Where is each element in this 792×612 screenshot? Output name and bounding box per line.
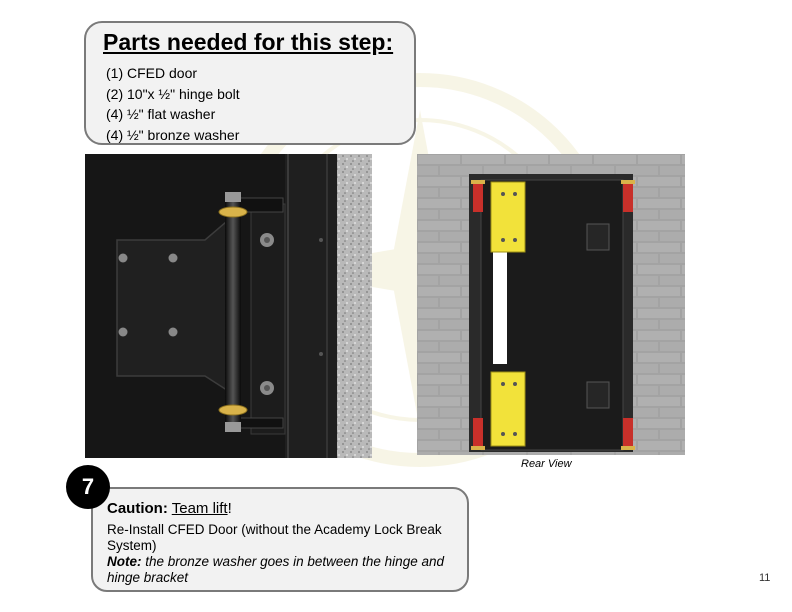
part-item: (4) ½" bronze washer bbox=[106, 126, 240, 143]
caution-suffix: ! bbox=[227, 500, 232, 517]
part-item: (4) ½" flat washer bbox=[106, 106, 216, 122]
caution-label: Caution: bbox=[107, 500, 168, 517]
caution-heading bbox=[107, 500, 232, 517]
page-number: 11 bbox=[759, 572, 771, 584]
parts-list bbox=[106, 63, 240, 145]
part-item: (2) 10"x ½" hinge bolt bbox=[106, 85, 240, 102]
caution-body bbox=[107, 522, 463, 586]
note-text: the bronze washer goes in between the hinge and hinge bracket bbox=[107, 554, 444, 585]
rear-view-image bbox=[417, 154, 685, 455]
parts-title: Parts needed for this step: bbox=[103, 29, 394, 55]
step-number-badge: 7 bbox=[66, 465, 110, 509]
rear-view-caption: Rear View bbox=[521, 458, 572, 470]
parts-needed-box bbox=[84, 21, 416, 145]
caution-emphasis: Team lift bbox=[171, 500, 228, 517]
caution-note bbox=[107, 554, 463, 586]
part-item: (1) CFED door bbox=[106, 65, 198, 81]
caution-box bbox=[91, 487, 469, 592]
hinge-closeup-image bbox=[85, 154, 372, 458]
note-label: Note: bbox=[107, 554, 142, 569]
caution-instruction: Re-Install CFED Door (without the Academy Lock Break System) bbox=[107, 522, 442, 553]
